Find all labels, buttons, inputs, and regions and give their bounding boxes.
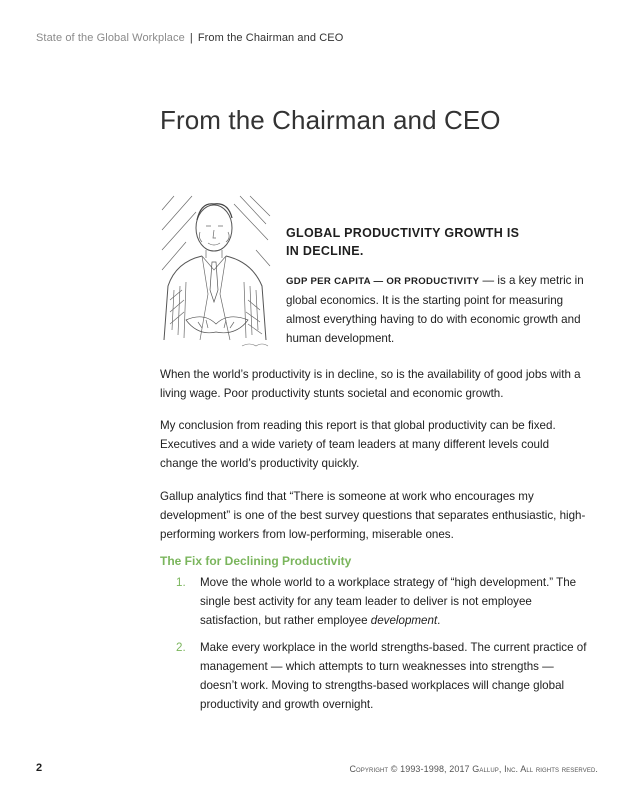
intro-heading-line1: GLOBAL PRODUCTIVITY GROWTH IS	[286, 226, 520, 240]
intro-paragraph	[286, 271, 586, 348]
artist-signature-mark	[242, 344, 268, 346]
intro-text: — is a key metric in global economics. It is the starting point for measuring almost everything having to do with economic growth and human development.	[286, 274, 584, 345]
page-number: 2	[36, 762, 43, 774]
body-paragraph: Gallup analytics find that “There is someone at work who encourages my development” is one of the best survey questions that separates enthusiastic, high-performing workers from low-performing, miserable ones.	[160, 490, 586, 541]
running-header	[36, 32, 343, 44]
list-item-text: Make every workplace in the world strengths-based. The current practice of management — which attempts to turn weaknesses into strengths — doesn’t work. Moving to strengths-based workplaces will change global productivity and growth overnight.	[200, 641, 587, 711]
list-item	[176, 573, 592, 630]
list-item-emphasis: development	[370, 614, 438, 627]
portrait-sketch-image	[156, 190, 276, 355]
body-paragraph: When the world’s productivity is in decline, so is the availability of good jobs with a living wage. Poor productivity stunts societal and economic growth.	[160, 368, 581, 400]
header-publication: State of the Global Workplace	[36, 32, 185, 44]
intro-heading	[286, 224, 586, 260]
list-item-tail: .	[437, 614, 441, 627]
intro-heading-line2: IN DECLINE.	[286, 244, 364, 258]
page-title: From the Chairman and CEO	[160, 105, 501, 135]
list-item	[176, 638, 592, 714]
chairman-portrait	[156, 190, 276, 355]
header-section: From the Chairman and CEO	[197, 32, 344, 44]
section-heading: The Fix for Declining Productivity	[160, 554, 352, 568]
fix-list	[176, 573, 592, 714]
list-item-text: Move the whole world to a workplace strategy of “high development.” The single best activity for any team leader to deliver is not employee satisfaction, but rather employee	[200, 576, 577, 627]
copyright-notice: Copyright © 1993-1998, 2017 Gallup, Inc. All rights reserved.	[349, 764, 598, 774]
list-item-number: 2.	[176, 641, 186, 654]
list-item-number: 1.	[176, 576, 186, 589]
body-paragraph: My conclusion from reading this report is that global productivity can be fixed. Executives and a wide variety of team leaders at many different levels could change the world’s productivity quickly.	[160, 419, 556, 470]
header-separator: |	[189, 32, 193, 44]
intro-lead: GDP PER CAPITA — OR PRODUCTIVITY	[286, 276, 480, 287]
